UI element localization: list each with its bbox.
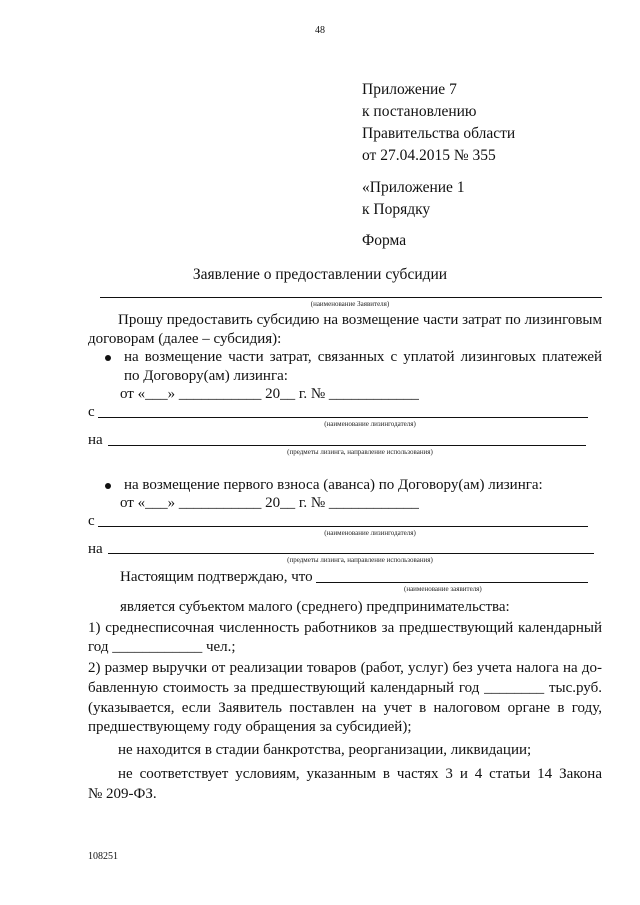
- page-number: 48: [315, 25, 325, 36]
- condition2-line-3: (указывается, если Заявитель поставлен на учет в налоговом органе в году,: [88, 700, 602, 716]
- item1-subject-caption: (предметы лизинга, направление использования): [287, 448, 433, 456]
- condition1-line-1: 1) среднесписочная численность работников за предшествующий календарный: [88, 620, 602, 636]
- confirm-applicant-caption: (наименование заявителя): [404, 585, 482, 593]
- appendix-line-3: Правительства области: [362, 125, 516, 142]
- item2-lessor-caption: (наименование лизингодателя): [324, 529, 416, 537]
- item1-lessor-caption: (наименование лизингодателя): [324, 420, 416, 428]
- condition2-line-2: бавленную стоимость за предшествующий календарный год ________ тыс.руб.: [88, 680, 602, 696]
- item2-subject-line: [108, 553, 594, 554]
- item2-with-label: с: [88, 513, 95, 529]
- item2-lessor-line: [98, 526, 588, 527]
- item1-date-line: от «___» ___________ 20__ г. № ____________: [120, 386, 419, 402]
- applicant-name-caption: (наименование Заявителя): [310, 300, 390, 308]
- bullet-icon: [105, 483, 111, 489]
- confirm-applicant-line: [316, 582, 588, 583]
- item1-with-label: с: [88, 404, 95, 420]
- applicant-name-line: [100, 297, 602, 298]
- item1-on-label: на: [88, 432, 103, 448]
- item1-line-1: на возмещение части затрат, связанных с уплатой лизинговых платежей: [124, 349, 602, 365]
- item1-subject-line: [108, 445, 586, 446]
- condition3: не находится в стадии банкротства, реорганизации, ликвидации;: [118, 742, 532, 758]
- appendix-line-1: Приложение 7: [362, 81, 457, 98]
- item1-line-2: по Договору(ам) лизинга:: [124, 368, 288, 384]
- document-title: Заявление о предоставлении субсидии: [192, 266, 448, 283]
- appendix-line-5: «Приложение 1: [362, 179, 465, 196]
- item2-line-1: на возмещение первого взноса (аванса) по Договору(ам) лизинга:: [124, 477, 543, 493]
- item2-on-label: на: [88, 541, 103, 557]
- request-line-1: Прошу предоставить субсидию на возмещение части затрат по лизинговым: [118, 312, 602, 328]
- appendix-line-4: от 27.04.2015 № 355: [362, 147, 496, 164]
- condition2-line-4: предшествующему году обращения за субсидией);: [88, 719, 412, 735]
- condition1-line-2: год ____________ чел.;: [88, 639, 236, 655]
- bullet-icon: [105, 355, 111, 361]
- condition4-line-1: не соответствует условиям, указанным в частях 3 и 4 статьи 14 Закона: [118, 766, 602, 782]
- form-label: Форма: [362, 232, 407, 249]
- item2-date-line: от «___» ___________ 20__ г. № ____________: [120, 495, 419, 511]
- appendix-line-2: к постановлению: [362, 103, 477, 120]
- footer-code: 108251: [88, 851, 118, 862]
- item2-subject-caption: (предметы лизинга, направление использования): [287, 556, 433, 564]
- confirm-lead: Настоящим подтверждаю, что: [120, 569, 313, 585]
- request-line-2: договорам (далее – субсидия):: [88, 331, 282, 347]
- appendix-line-6: к Порядку: [362, 201, 431, 218]
- confirm-status: является субъектом малого (среднего) предпринимательства:: [120, 599, 510, 615]
- condition2-line-1: 2) размер выручки от реализации товаров (работ, услуг) без учета налога на до-: [88, 660, 602, 676]
- condition4-line-2: № 209-ФЗ.: [88, 786, 157, 802]
- item1-lessor-line: [98, 417, 588, 418]
